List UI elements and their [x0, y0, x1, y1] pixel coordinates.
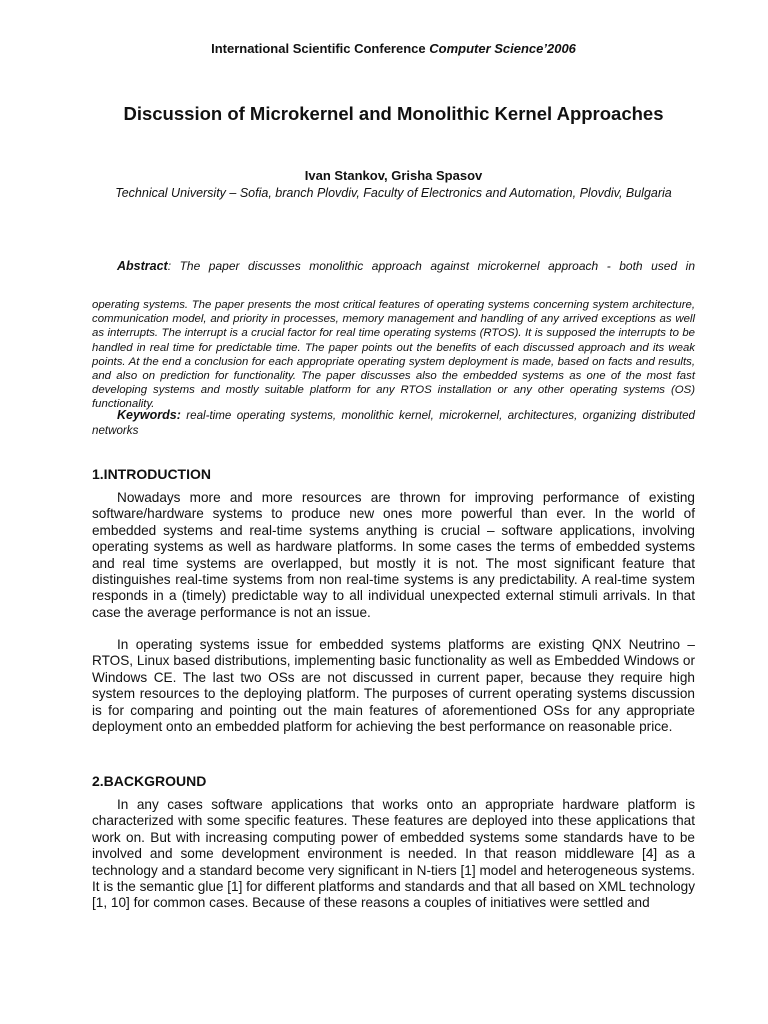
abstract-colon: : [167, 259, 172, 273]
conference-prefix: International Scientific Conference [211, 41, 430, 56]
introduction-paragraph-1: Nowadays more and more resources are thrown for improving performance of existing software/hardware systems to produce new ones more powerful than ever. In the world of embedded systems and real-time systems anything is crucial – software applications, involving operating systems as well as hardware platforms. In some cases the terms of embedded systems and real time systems are overlapped, but mostly it is not. The most significant feature that distinguishes real-time systems from non real-time systems is any predictability. A real-time system responds in a (timely) predictable way to all individual unexpected external stimuli arrivals. In that case the average performance is not an issue. [92, 490, 695, 620]
conference-name: Computer Science’2006 [429, 41, 576, 56]
abstract-label: Abstract [117, 259, 168, 273]
abstract-first-text: The paper discusses monolithic approach against microkernel approach - both used in [171, 259, 695, 273]
section-heading-background: 2.BACKGROUND [92, 773, 207, 789]
paper-title: Discussion of Microkernel and Monolithic Kernel Approaches [123, 103, 664, 124]
keywords-text: real-time operating systems, monolithic kernel, microkernel, architectures, organizing distributed networks [92, 409, 695, 437]
introduction-paragraph-2: In operating systems issue for embedded systems platforms are existing QNX Neutrino – RTOS, Linux based distributions, implementing basic functionality as well as Embedded Windows or Windows CE. The last two OSs are not discussed in current paper, because they require high system resources to the deploying platform. The purposes of current operating systems discussion is for comparing and pointing out the main features of aforementioned OSs for any appropriate deployment onto an embedded platform for achieving the best performance on reasonable price. [92, 637, 695, 735]
author-affiliation: Technical University – Sofia, branch Plovdiv, Faculty of Electronics and Automation, Plovdiv, Bulgaria [115, 186, 672, 200]
abstract-body: operating systems. The paper presents the most critical features of operating systems concerning system architecture, communication model, and priority in processes, memory management and handling of any arrived exceptions as well as interrupts. The interrupt is a crucial factor for real time operating systems (RTOS). It is supposed the interrupts to be handled in real time for predictable time. The paper points out the benefits of each discussed approach and its weak points. At the end a conclusion for each appropriate operating system deployment is made, based on facts and results, and also on prediction for functionality. The paper discusses also the embedded systems as one of the most fast developing systems and mostly suitable platform for any RTOS installation or any other operating systems (OS) functionality. [92, 299, 695, 411]
paper-authors: Ivan Stankov, Grisha Spasov [304, 168, 483, 183]
section-heading-introduction: 1.INTRODUCTION [92, 466, 211, 482]
conference-header [92, 41, 695, 56]
keywords [92, 408, 695, 438]
background-paragraph-1: In any cases software applications that works onto an appropriate hardware platform is characterized with some specific features. These features are deployed into these applications that work on. But with increasing computing power of embedded systems some standards have to be involved and some development environment is needed. In that reason middleware [4] as a technology and a standard become very significant in N-tiers [1] model and heterogeneous systems. It is the semantic glue [1] for different platforms and standards and that all based on XML technology [1, 10] for common cases. Because of these reasons a couples of initiatives were settled and [92, 797, 696, 911]
abstract-first-line [92, 259, 695, 273]
keywords-label: Keywords: [117, 408, 181, 422]
